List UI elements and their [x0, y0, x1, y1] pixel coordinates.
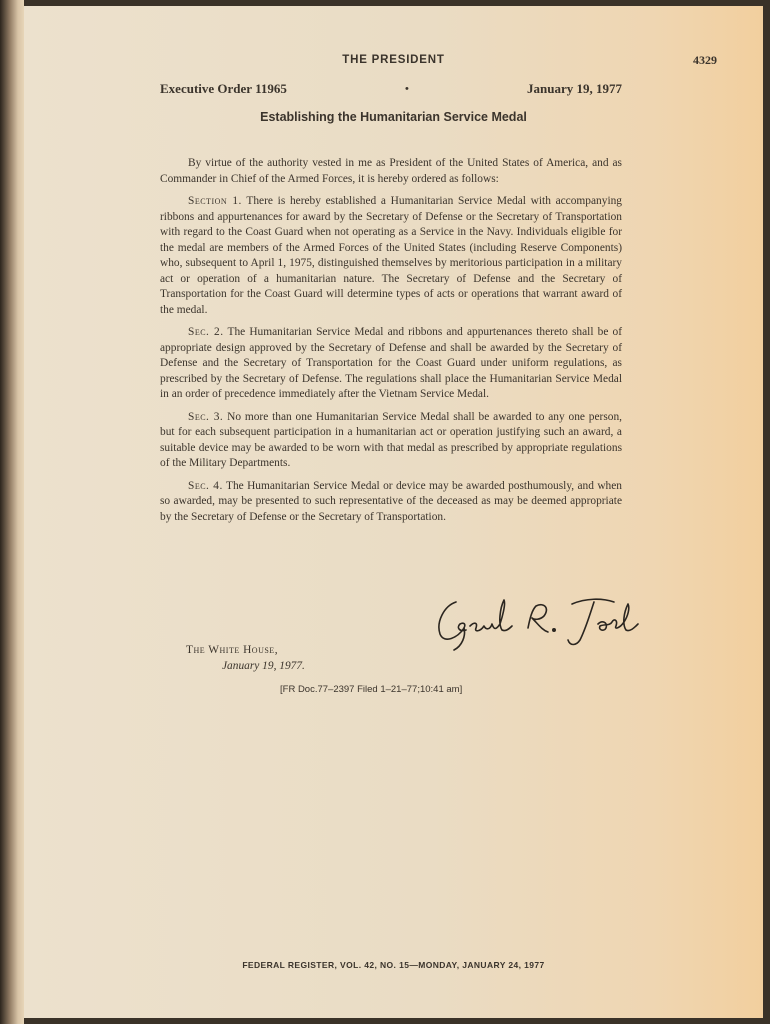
document-page	[24, 6, 763, 1018]
section-2	[160, 325, 622, 403]
page-number: 4329	[693, 53, 717, 67]
running-title: THE PRESIDENT	[342, 54, 445, 66]
section-label: Section 1.	[188, 195, 242, 207]
section-label: Sec. 3.	[188, 410, 224, 423]
page-footer: FEDERAL REGISTER, VOL. 42, NO. 15—MONDAY, JANUARY 24, 1977	[242, 960, 545, 970]
closing-block	[186, 642, 305, 674]
section-3	[160, 410, 622, 472]
handwritten-signature	[426, 588, 646, 654]
section-text: The Humanitarian Service Medal and ribbons and appurtenances thereto shall be of appropriate design approved by the Secretary of Defense and shall be awarded by the Secretary of Defense and the Secretary of Transportation for the Coast Guard under uniform regulations, as prescribed by the Secretary of Defense. The regulations shall place the Humanitarian Service Medal in an order of precedence immediately after the Vietnam Service Medal.	[160, 326, 622, 400]
executive-order-number: Executive Order 11965	[160, 81, 287, 96]
section-4	[160, 479, 622, 526]
section-text: There is hereby established a Humanitarian Service Medal with accompanying ribbons and appurtenances for award by the Secretary of Defense or the Secretary of Transportation with regard to the Coast Guard when not operating as a Service in the Navy. Individuals eligible for the medal are members of the Armed Forces of the United States (including Reserve Components) who, subsequent to April 1, 1975, distinguished themselves by meritorious participation in a military act or operation of a humanitarian nature. The Secretary of Defense and the Secretary of Transportation for the Coast Guard will determine types of acts or operations that warrant award of the medal.	[160, 195, 622, 316]
preamble: By virtue of the authority vested in me as President of the United States of America, and as Commander in Chief of the Armed Forces, it is hereby ordered as follows:	[160, 157, 622, 185]
separator-dot: •	[405, 83, 409, 95]
section-label: Sec. 4.	[188, 479, 223, 492]
closing-date: January 19, 1977.	[222, 660, 305, 672]
book-binding-edge	[0, 0, 24, 1024]
document-body	[160, 156, 622, 532]
section-1	[160, 194, 622, 318]
section-text: No more than one Humanitarian Service Medal shall be awarded to any one person, but for each subsequent participation in a humanitarian act or operation justifying such an award, a suitable device may be awarded to be worn with that medal as prescribed by appropriate regulations of the Military Departments.	[160, 410, 623, 469]
document-title: Establishing the Humanitarian Service Medal	[260, 110, 527, 124]
section-label: Sec. 2.	[188, 326, 224, 338]
order-date: January 19, 1977	[527, 81, 622, 96]
section-text: The Humanitarian Service Medal or device may be awarded posthumously, and when so awarded, may be presented to such representative of the deceased as may be deemed appropriate by the Secretary of Defense or the Secretary of Transportation.	[160, 479, 622, 523]
filing-note: [FR Doc.77–2397 Filed 1–21–77;10:41 am]	[280, 684, 463, 695]
closing-place: The White House,	[186, 644, 279, 656]
order-line	[160, 81, 622, 97]
